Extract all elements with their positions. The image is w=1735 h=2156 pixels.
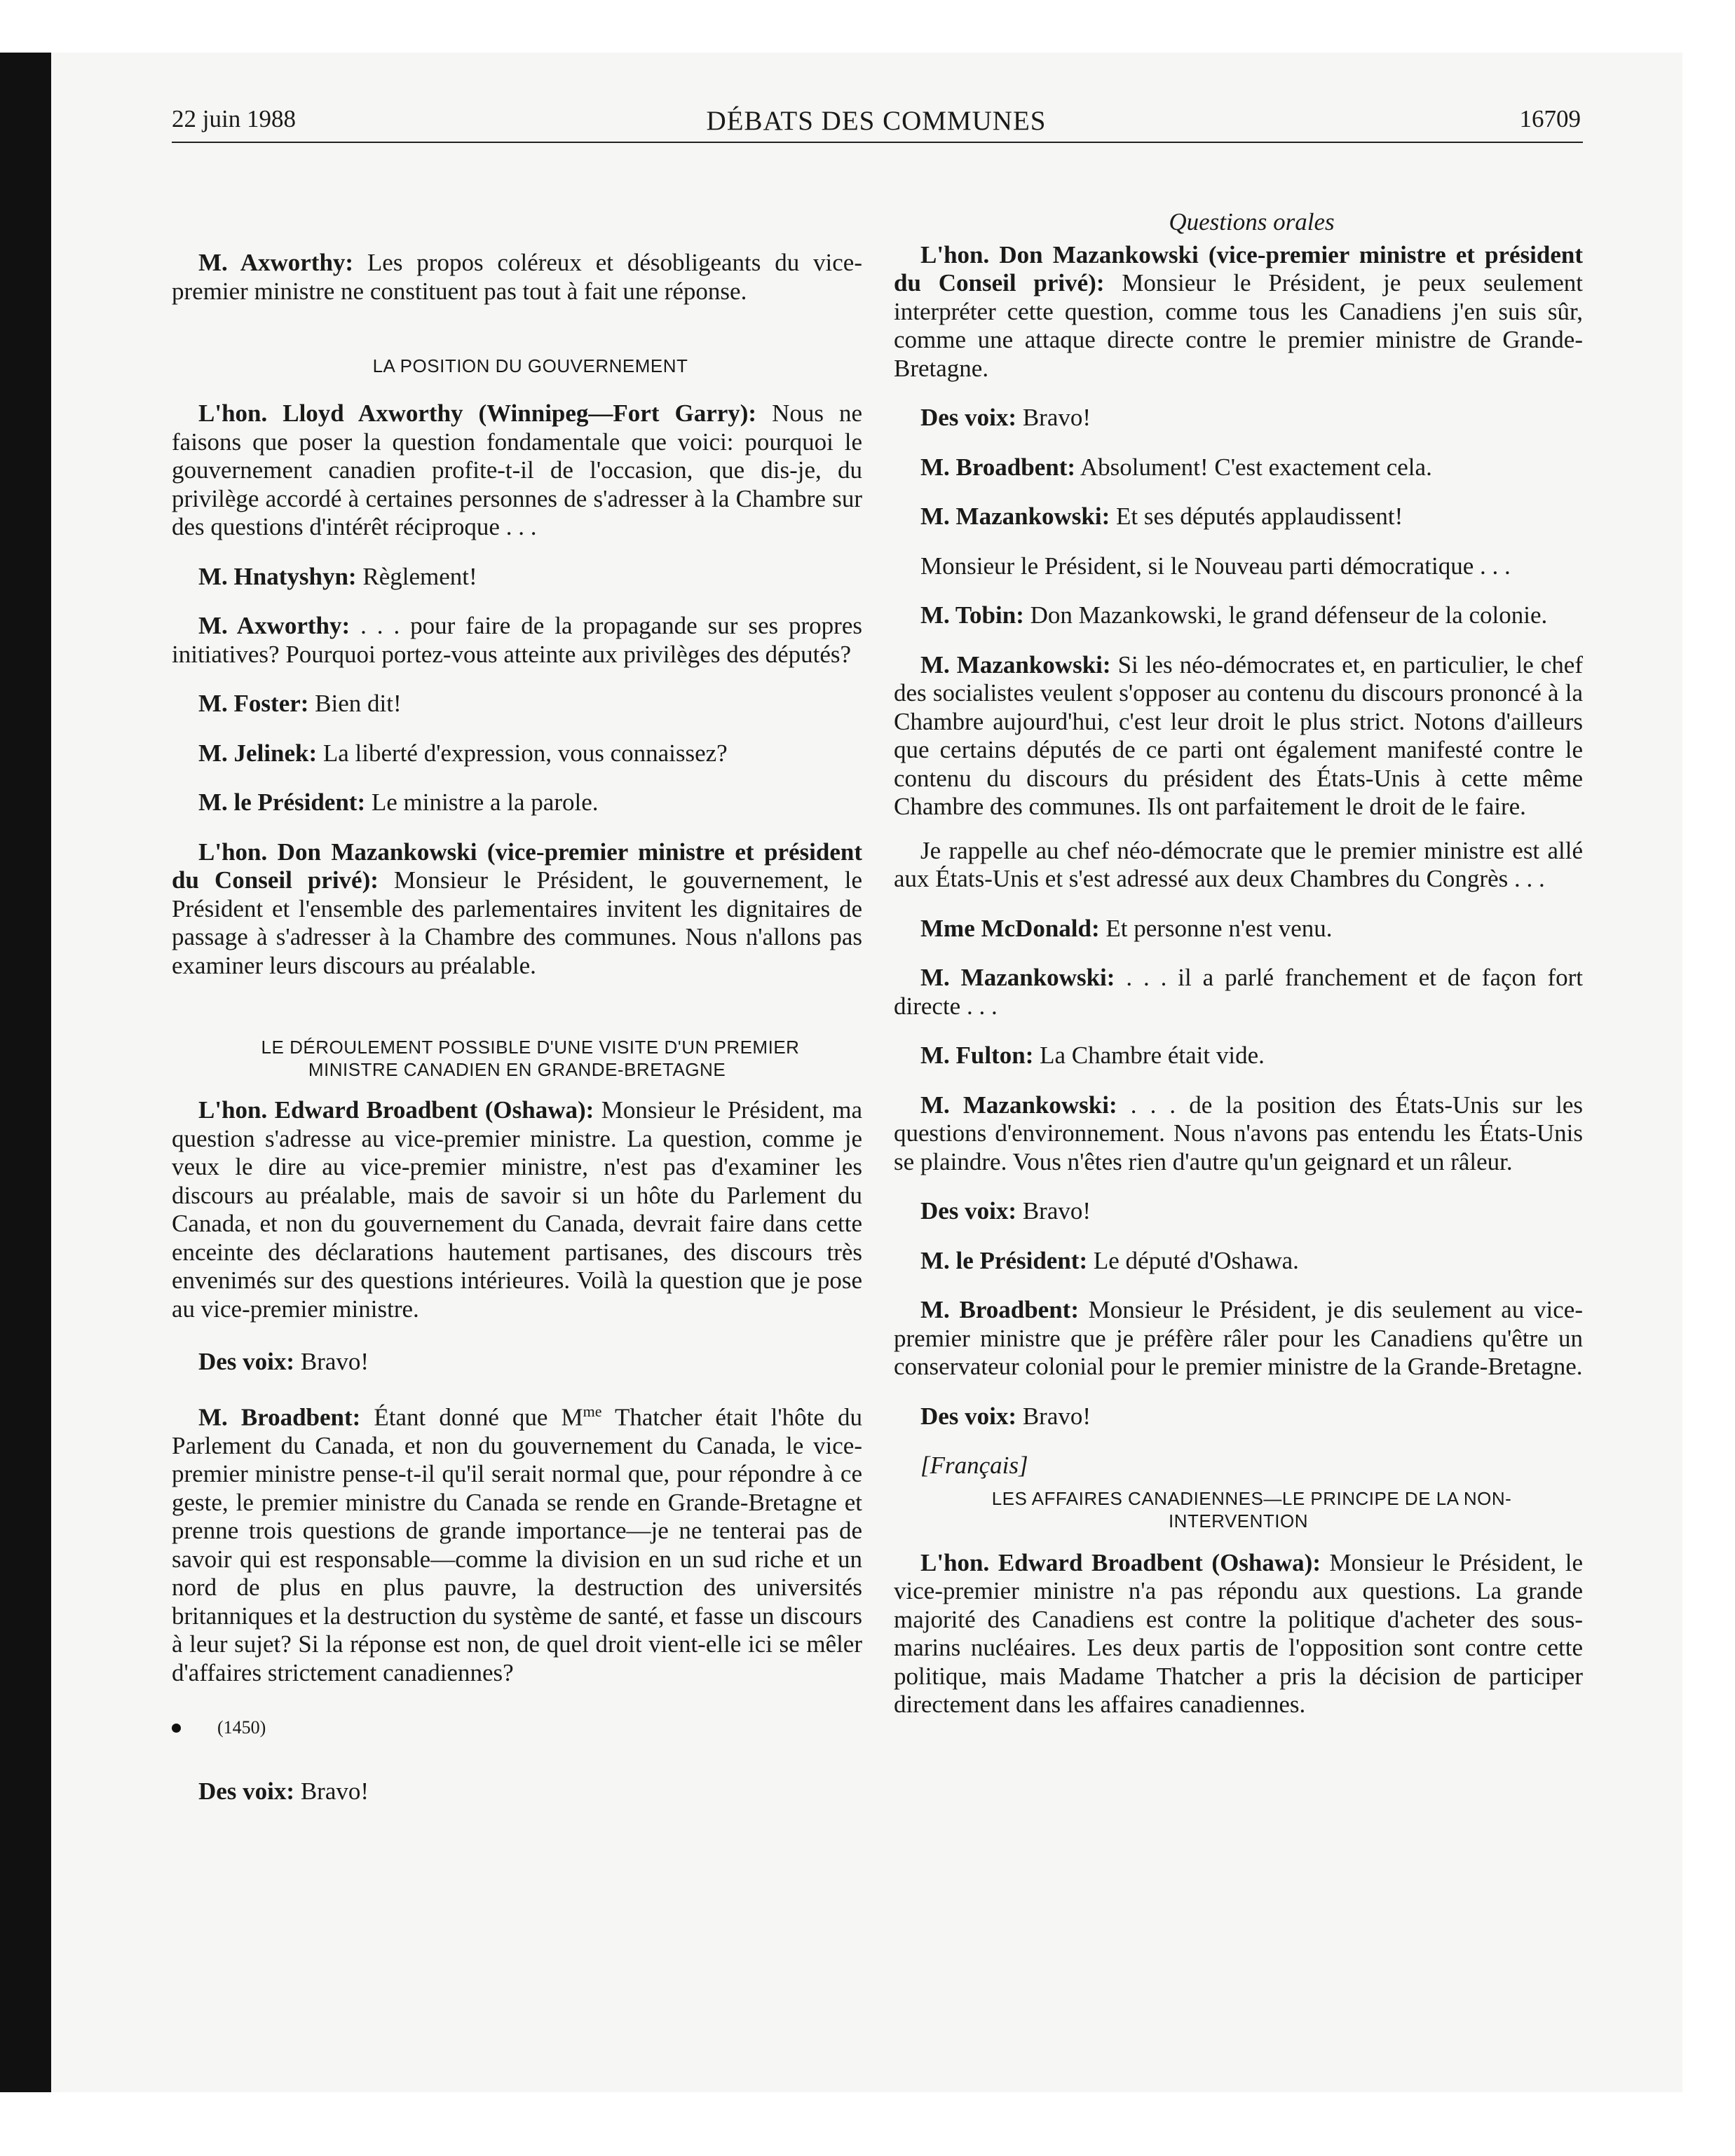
section-title: Questions orales — [1169, 208, 1335, 236]
header-page-number: 16709 — [1519, 105, 1581, 132]
section-heading — [894, 1487, 1583, 1532]
paragraph — [894, 1247, 1583, 1276]
speaker: Des voix: — [920, 404, 1017, 431]
bullet-icon — [172, 1724, 181, 1733]
speech-text: Si les néo-démocrates et, en particulier, le chef des socialistes veulent s'opposer au contenu du discours prononcé à la Chambre aujourd'hui, c'est leur droit le plus strict. Notons d'ailleurs que certains députés de ce parti ont également manifesté contre le contenu du discours du président des États-Unis à cette même Chambre des communes. Ils ont parfaitement le droit de le faire. — [894, 650, 1583, 820]
speaker: M. Foster: — [198, 690, 309, 717]
paragraph — [894, 1549, 1583, 1719]
scan-edge-bar — [0, 53, 51, 2092]
paragraph — [894, 601, 1583, 630]
speech-text: Et ses députés applaudissent! — [1110, 503, 1403, 530]
language-marker: [Français] — [920, 1452, 1028, 1479]
speech-text: Monsieur le Président, le gouvernement, le Président et l'ensemble des parlementaires invitent les dignitaires de passage à s'adresser à la Chambre des communes. Nous n'allons pas examiner leurs discours au préalable. — [172, 866, 862, 979]
section-heading — [172, 1036, 862, 1081]
speech-text: Bravo! — [294, 1348, 369, 1375]
heading-line: INTERVENTION — [1168, 1510, 1309, 1531]
paragraph — [172, 400, 862, 542]
speaker: Des voix: — [920, 1197, 1017, 1224]
page-header — [172, 105, 1581, 147]
paragraph — [894, 404, 1583, 432]
speaker: Des voix: — [198, 1777, 295, 1805]
paragraph — [894, 651, 1583, 821]
paragraph — [894, 1091, 1583, 1177]
right-column — [894, 158, 1583, 1719]
speaker: Des voix: — [920, 1402, 1017, 1430]
paragraph — [894, 964, 1583, 1021]
speaker: M. Broadbent: — [920, 1296, 1079, 1323]
speech-text: . . . de la position des États-Unis sur les questions d'environnement. Nous n'avons pas entendu les États-Unis se plaindre. Vous n'êtes rien d'autre qu'un geignard et un râleur. — [894, 1091, 1583, 1175]
speech-text: Bravo! — [1016, 1197, 1091, 1224]
speaker: L'hon. Edward Broadbent (Oshawa): — [198, 1096, 594, 1124]
paragraph — [172, 1778, 862, 1806]
speech-text: . . . il a parlé franchement et de façon fort directe . . . — [894, 964, 1583, 1020]
speaker: M. Axworthy: — [198, 249, 354, 276]
speaker: M. Broadbent: — [920, 453, 1076, 481]
speech-text: Nous ne faisons que poser la question fondamentale que voici: pourquoi le gouvernement canadien profite-t-il de l'occasion, que dis-je, du privilège accordé à certaines personnes de s'adresser à la Chambre sur des questions d'intérêt réciproque . . . — [172, 400, 862, 540]
paragraph: Je rappelle au chef néo-démocrate que le premier ministre est allé aux États-Unis et s'est adressé aux deux Chambres du Congrès . . . — [894, 836, 1583, 892]
speech-text: Monsieur le Président, je peux seulement interpréter cette question, comme tous les Canadiens j'en suis sûr, comme une attaque directe contre le premier ministre de Grande-Bretagne. — [894, 269, 1583, 382]
speaker: L'hon. Don Mazankowski (vice-premier ministre et président du Conseil privé): — [894, 240, 1583, 296]
header-rule — [172, 142, 1583, 143]
superscript: me — [583, 1402, 602, 1420]
speech-text: Bravo! — [1016, 1402, 1091, 1430]
speaker: M. Tobin: — [920, 601, 1024, 629]
speaker: M. Jelinek: — [198, 739, 318, 767]
paragraph — [172, 612, 862, 669]
speech-text: Monsieur le Président, ma question s'adresse au vice-premier ministre. La question, comme je veux le dire au vice-premier ministre, n'est pas d'examiner les discours au préalable, mais de savoir si un hôte du Parlement du Canada, et non du gouvernement du Canada, devrait faire dans cette enceinte des déclarations hautement partisanes, des discours très envenimés sur des questions intérieures. Voilà la question que je pose au vice-premier ministre. — [172, 1096, 862, 1323]
heading-line: LE DÉROULEMENT POSSIBLE D'UNE VISITE D'UN PREMIER — [261, 1037, 800, 1058]
speech-text: . . . pour faire de la propagande sur ses propres initiatives? Pourquoi portez-vous atteinte aux privilèges des députés? — [172, 612, 862, 668]
paragraph — [894, 503, 1583, 531]
speaker: M. Hnatyshyn: — [198, 562, 357, 590]
speaker: M. le Président: — [198, 789, 366, 816]
paragraph — [894, 241, 1583, 383]
speaker: M. Mazankowski: — [920, 650, 1111, 678]
speaker: L'hon. Lloyd Axworthy (Winnipeg—Fort Garry): — [198, 400, 757, 427]
speaker: L'hon. Edward Broadbent (Oshawa): — [920, 1548, 1321, 1576]
speaker: M. Mazankowski: — [920, 1091, 1117, 1119]
speech-text: Le député d'Oshawa. — [1087, 1246, 1299, 1274]
paragraph — [894, 453, 1583, 482]
speech-text: Le ministre a la parole. — [365, 789, 599, 816]
paragraph — [894, 1042, 1583, 1070]
speaker: M. Fulton: — [920, 1042, 1034, 1069]
speech-text: Absolument! C'est exactement cela. — [1075, 453, 1432, 481]
speech-text: Bravo! — [294, 1777, 369, 1805]
time-marker — [172, 1714, 862, 1742]
speaker: M. Mazankowski: — [920, 964, 1115, 991]
speech-text: La liberté d'expression, vous connaissez? — [317, 739, 728, 767]
speech-text: Monsieur le Président, le vice-premier ministre n'a pas répondu aux questions. La grande majorité des Canadiens est contre la politique d'acheter des sous-marins nucléaires. Les deux partis de l'opposition sont contre cette politique, mais Madame Thatcher a pris la décision de participer directement dans les affaires canadiennes. — [894, 1548, 1583, 1718]
speech-text: Étant donné que M — [360, 1403, 583, 1431]
paragraph — [894, 1296, 1583, 1381]
speech-text: Don Mazankowski, le grand défenseur de la colonie. — [1023, 601, 1548, 629]
speaker: M. le Président: — [920, 1246, 1088, 1274]
speaker: M. Mazankowski: — [920, 503, 1110, 530]
paragraph — [172, 690, 862, 718]
speaker: Mme McDonald: — [920, 914, 1100, 942]
time-label: (1450) — [217, 1717, 266, 1738]
paragraph: Monsieur le Président, si le Nouveau parti démocratique . . . — [920, 552, 1511, 580]
paragraph — [172, 838, 862, 981]
paragraph — [172, 563, 862, 592]
header-date: 22 juin 1988 — [172, 105, 296, 132]
paragraph — [172, 1096, 862, 1323]
paragraph — [894, 1197, 1583, 1226]
speech-text: Bien dit! — [308, 690, 402, 717]
speech-text: Thatcher était l'hôte du Parlement du Canada, et non du gouvernement du Canada, le vice-premier ministre pense-t-il qu'il serait normal que, pour répondre à ce geste, le premier ministre du Canada se rende en Grande-Bretagne et prenne trois questions de grande importance—je ne tenterai pas de savoir qui est responsable—comme la division en un sud riche et un nord de plus en plus pauvre, la destruction des universités britanniques et la destruction du système de santé, et fasse un discours à leur sujet? Si la réponse est non, de quel droit vient-elle ici se mêler d'affaires strictement canadiennes? — [172, 1403, 862, 1686]
speech-text: Règlement! — [356, 562, 477, 590]
left-column — [172, 158, 862, 1806]
speech-text: La Chambre était vide. — [1033, 1042, 1265, 1069]
speech-text: Et personne n'est venu. — [1099, 914, 1333, 942]
paragraph — [894, 1403, 1583, 1431]
heading-line: MINISTRE CANADIEN EN GRANDE-BRETAGNE — [308, 1059, 726, 1080]
paragraph — [172, 789, 862, 817]
speaker: M. Broadbent: — [198, 1403, 361, 1431]
speaker: L'hon. Don Mazankowski (vice-premier ministre et président du Conseil privé): — [172, 838, 862, 894]
speech-text: Monsieur le Président, je dis seulement au vice-premier ministre que je préfère râler pour les Canadiens qu'être un conservateur colonial pour le premier ministre de la Grande-Bretagne. — [894, 1296, 1583, 1380]
paragraph — [172, 1348, 862, 1377]
speaker: Des voix: — [198, 1348, 295, 1375]
speech-text: Bravo! — [1016, 404, 1091, 431]
paragraph — [172, 249, 862, 306]
speech-text: Les propos coléreux et désobligeants du vice-premier ministre ne constituent pas tout à fait une réponse. — [172, 249, 862, 305]
paragraph — [894, 915, 1583, 943]
section-heading: LA POSITION DU GOUVERNEMENT — [372, 355, 688, 376]
heading-line: LES AFFAIRES CANADIENNES—LE PRINCIPE DE LA NON- — [991, 1487, 1512, 1509]
header-title: DÉBATS DES COMMUNES — [706, 106, 1047, 136]
speaker: M. Axworthy: — [198, 612, 351, 639]
paragraph — [172, 739, 862, 768]
paragraph — [172, 1398, 862, 1688]
